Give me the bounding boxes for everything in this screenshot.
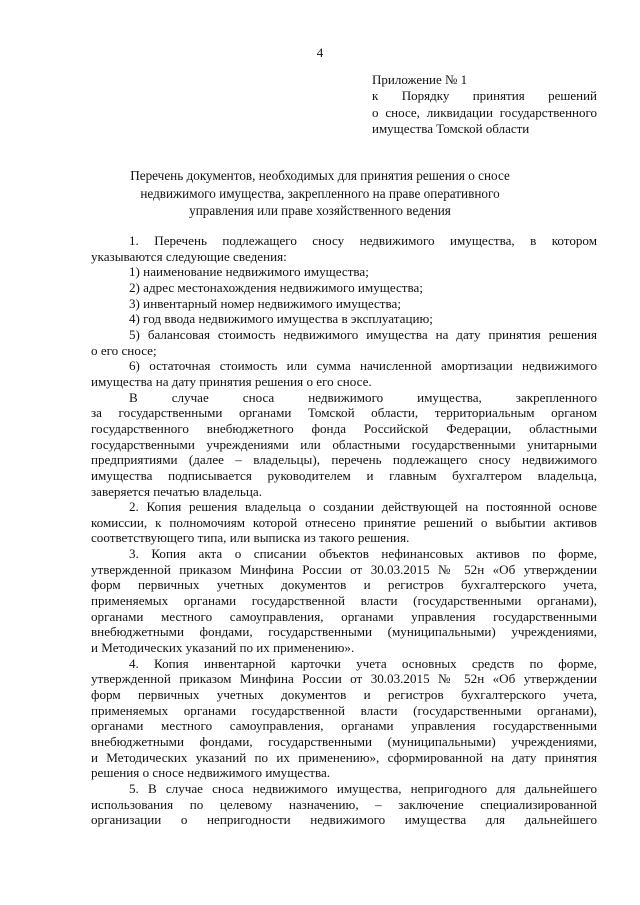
body-line: В случае сноса недвижимого имущества, закрепленного <box>129 389 597 405</box>
body-line: утвержденной приказом Минфина России от 30.03.2015 № 52н «Об утверждении <box>91 561 597 577</box>
body-line: о его сносе; <box>91 342 157 358</box>
body-line: 5. В случае сноса недвижимого имущества, непригодного для дальнейшего <box>129 780 597 796</box>
title-line: Перечень документов, необходимых для принятия решения о сносе <box>130 168 510 183</box>
appendix-line: Приложение № 1 <box>372 72 468 87</box>
body-line: 3. Копия акта о списании объектов нефинансовых активов по форме, <box>129 546 597 562</box>
appendix-line: к Порядку принятия решений <box>372 88 597 104</box>
document-body <box>91 233 597 828</box>
body-line: предприятиями (далее – владельцы), перечень подлежащего сносу недвижимого <box>91 452 597 468</box>
body-line: и Методических указаний по их применению», сформированной на дату принятия <box>91 749 597 765</box>
body-line: 2) адрес местонахождения недвижимого имущества; <box>129 279 423 295</box>
body-line: 1. Перечень подлежащего сносу недвижимого имущества, в котором <box>129 233 597 248</box>
body-line: комиссии, к полномочиям которой отнесено принятие решений о выбытии активов <box>91 514 597 530</box>
body-line: соответствующего типа, или выписка из такого решения. <box>91 530 410 546</box>
body-line: за государственными органами Томской области, территориальным органом <box>91 405 597 421</box>
body-line: имущества подписывается руководителем и главным бухгалтером владельца, <box>91 467 597 483</box>
body-line: 4. Копия инвентарной карточки учета основных средств по форме, <box>129 655 597 671</box>
body-line: государственными учреждениями или областными государственными унитарными <box>91 436 597 452</box>
body-line: 1) наименование недвижимого имущества; <box>129 264 369 280</box>
body-line: органами местного самоуправления, органами управления государственными <box>91 718 597 734</box>
body-line: имущества на дату принятия решения о его сносе. <box>91 373 372 389</box>
title-line: управления или праве хозяйственного ведения <box>189 203 451 218</box>
appendix-line: имущества Томской области <box>372 121 530 137</box>
body-line: применяемых органами государственной власти (государственными органами), <box>91 702 597 718</box>
appendix-header <box>372 72 597 138</box>
body-line: форм первичных учетных документов и регистров бухгалтерского учета, <box>91 577 597 593</box>
document-title <box>90 167 550 220</box>
body-line: 3) инвентарный номер недвижимого имущества; <box>129 295 401 311</box>
body-line: органами местного самоуправления, органами управления государственными <box>91 608 597 624</box>
body-line: утвержденной приказом Минфина России от 30.03.2015 № 52н «Об утверждении <box>91 671 597 687</box>
body-line: внебюджетными фондами, государственными (муниципальными) учреждениями, <box>91 734 597 749</box>
body-line: указываются следующие сведения: <box>91 248 287 264</box>
body-line: решения о сносе недвижимого имущества. <box>91 765 331 781</box>
page-number: 4 <box>316 45 324 60</box>
body-line: внебюджетными фондами, государственными (муниципальными) учреждениями, <box>91 624 597 640</box>
body-line: 5) балансовая стоимость недвижимого имущества на дату принятия решения <box>129 326 597 342</box>
body-line: 6) остаточная стоимость или сумма начисленной амортизации недвижимого <box>129 358 597 374</box>
body-line: форм первичных учетных документов и регистров бухгалтерского учета, <box>91 687 597 703</box>
body-line: и Методических указаний по их применению». <box>91 640 355 656</box>
body-line: государственного внебюджетного фонда Российской Федерации, областными <box>91 420 597 436</box>
body-line: 2. Копия решения владельца о создании действующей на постоянной основе <box>129 499 597 515</box>
body-line: 4) год ввода недвижимого имущества в эксплуатацию; <box>129 311 433 327</box>
body-line: заверяется печатью владельца. <box>91 483 262 499</box>
body-line: применяемых органами государственной власти (государственными органами), <box>91 593 597 609</box>
title-line: недвижимого имущества, закрепленного на праве оперативного <box>140 185 500 201</box>
body-line: использования по целевому назначению, – заключение специализированной <box>91 796 597 812</box>
body-line: организации о непригодности недвижимого имущества для дальнейшего <box>91 812 597 828</box>
appendix-line: о сносе, ликвидации государственного <box>372 104 597 120</box>
